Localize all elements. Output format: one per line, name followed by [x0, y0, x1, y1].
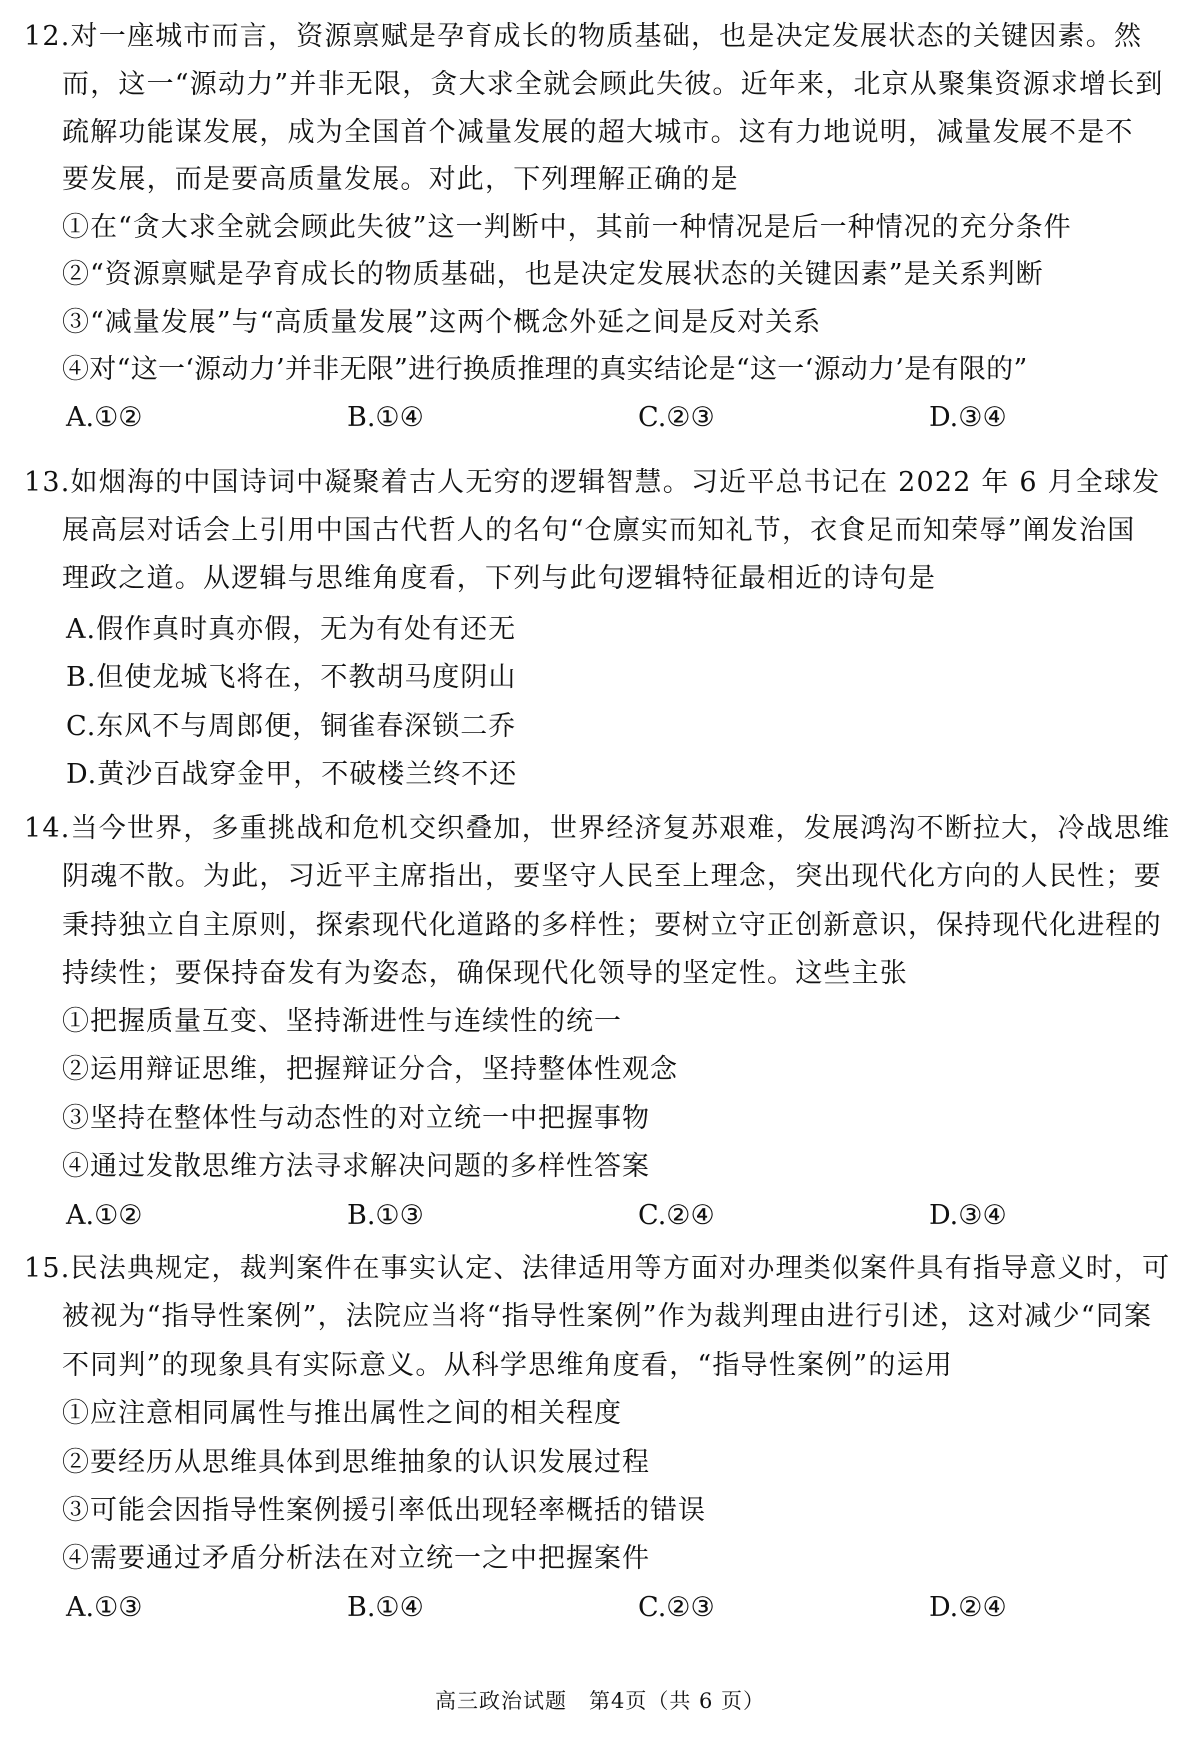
q15-statement-1: ①应注意相同属性与推出属性之间的相关程度 — [62, 1398, 622, 1429]
q13-option-b: B.但使龙城飞将在，不教胡马度阴山 — [66, 662, 517, 693]
q14-statement-1: ①把握质量互变、坚持渐进性与连续性的统一 — [62, 1006, 622, 1037]
q12-number: 12. — [24, 21, 71, 52]
q12-statement-1: ①在“贪大求全就会顾此失彼”这一判断中，其前一种情况是后一种情况的充分条件 — [62, 212, 1072, 243]
q12-choice-d: D.③④ — [929, 402, 1007, 433]
q12-choice-b: B.①④ — [347, 402, 424, 433]
q15-number: 15. — [24, 1253, 71, 1284]
q13-stem-2: 展高层对话会上引用中国古代哲人的名句“仓廪实而知礼节，衣食足而知荣辱”阐发治国 — [62, 515, 1136, 546]
q15-choice-b: B.①④ — [347, 1592, 424, 1623]
q14-statement-4: ④通过发散思维方法寻求解决问题的多样性答案 — [62, 1151, 650, 1182]
q14-statement-2: ②运用辩证思维，把握辩证分合，坚持整体性观念 — [62, 1054, 678, 1085]
q12-statement-3: ③“减量发展”与“高质量发展”这两个概念外延之间是反对关系 — [62, 307, 822, 338]
q13-line-1 — [24, 466, 1160, 500]
q12-stem-1: 对一座城市而言，资源禀赋是孕育成长的物质基础，也是决定发展状态的关键因素。然 — [70, 21, 1143, 52]
q15-statement-2: ②要经历从思维具体到思维抽象的认识发展过程 — [62, 1447, 650, 1478]
q13-stem-1: 如烟海的中国诗词中凝聚着古人无穷的逻辑智慧。习近平总书记在 2022 年 6 月全球发 — [70, 467, 1161, 498]
q15-statement-3: ③可能会因指导性案例援引率低出现轻率概括的错误 — [62, 1495, 706, 1526]
q15-choice-d: D.②④ — [929, 1592, 1007, 1623]
q15-stem-1: 民法典规定，裁判案件在事实认定、法律适用等方面对办理类似案件具有指导意义时，可 — [70, 1253, 1171, 1284]
q15-stem-2: 被视为“指导性案例”，法院应当将“指导性案例”作为裁判理由进行引述，这对减少“同案 — [62, 1301, 1153, 1332]
q13-option-d: D.黄沙百战穿金甲，不破楼兰终不还 — [66, 759, 518, 790]
q12-stem-3: 疏解功能谋发展，成为全国首个减量发展的超大城市。这有力地说明，减量发展不是不 — [62, 117, 1134, 148]
q15-line-1 — [24, 1252, 1170, 1286]
q12-stem-2: 而，这一“源动力”并非无限，贪大求全就会顾此失彼。近年来，北京从聚集资源求增长到 — [62, 69, 1164, 100]
q14-stem-1: 当今世界，多重挑战和危机交织叠加，世界经济复苏艰难，发展鸿沟不断拉大，冷战思维 — [70, 813, 1171, 844]
q15-stem-3: 不同判”的现象具有实际意义。从科学思维角度看，“指导性案例”的运用 — [62, 1350, 954, 1381]
q13-option-c: C.东风不与周郎便，铜雀春深锁二乔 — [66, 711, 517, 742]
q15-choice-a: A.①③ — [66, 1592, 143, 1623]
q12-choice-c: C.②③ — [638, 402, 715, 433]
q13-option-a: A.假作真时真亦假，无为有处有还无 — [66, 614, 517, 645]
q14-number: 14. — [24, 813, 71, 844]
q14-choice-b: B.①③ — [347, 1200, 424, 1231]
q15-choice-c: C.②③ — [638, 1592, 715, 1623]
q13-stem-3: 理政之道。从逻辑与思维角度看，下列与此句逻辑特征最相近的诗句是 — [62, 563, 937, 594]
q14-statement-3: ③坚持在整体性与动态性的对立统一中把握事物 — [62, 1103, 650, 1134]
q12-stem-4: 要发展，而是要高质量发展。对此，下列理解正确的是 — [62, 164, 739, 195]
q12-statement-2: ②“资源禀赋是孕育成长的物质基础，也是决定发展状态的关键因素”是关系判断 — [62, 259, 1044, 290]
q14-choice-a: A.①② — [66, 1200, 143, 1231]
q12-statement-4: ④对“这一‘源动力’并非无限”进行换质推理的真实结论是“这一‘源动力’是有限的” — [62, 354, 1028, 385]
q13-number: 13. — [24, 467, 71, 498]
q14-stem-2: 阴魂不散。为此，习近平主席指出，要坚守人民至上理念，突出现代化方向的人民性；要 — [62, 861, 1162, 892]
page-footer: 高三政治试题 第4页（共 6 页） — [434, 1689, 766, 1713]
q12-choice-a: A.①② — [66, 402, 143, 433]
q14-line-1 — [24, 812, 1170, 846]
q14-choice-d: D.③④ — [929, 1200, 1007, 1231]
q14-stem-4: 持续性；要保持奋发有为姿态，确保现代化领导的坚定性。这些主张 — [62, 958, 908, 989]
q14-stem-3: 秉持独立自主原则，探索现代化道路的多样性；要树立守正创新意识，保持现代化进程的 — [62, 910, 1162, 941]
q14-choice-c: C.②④ — [638, 1200, 715, 1231]
q15-statement-4: ④需要通过矛盾分析法在对立统一之中把握案件 — [62, 1543, 650, 1574]
q12-line-1 — [24, 20, 1142, 54]
